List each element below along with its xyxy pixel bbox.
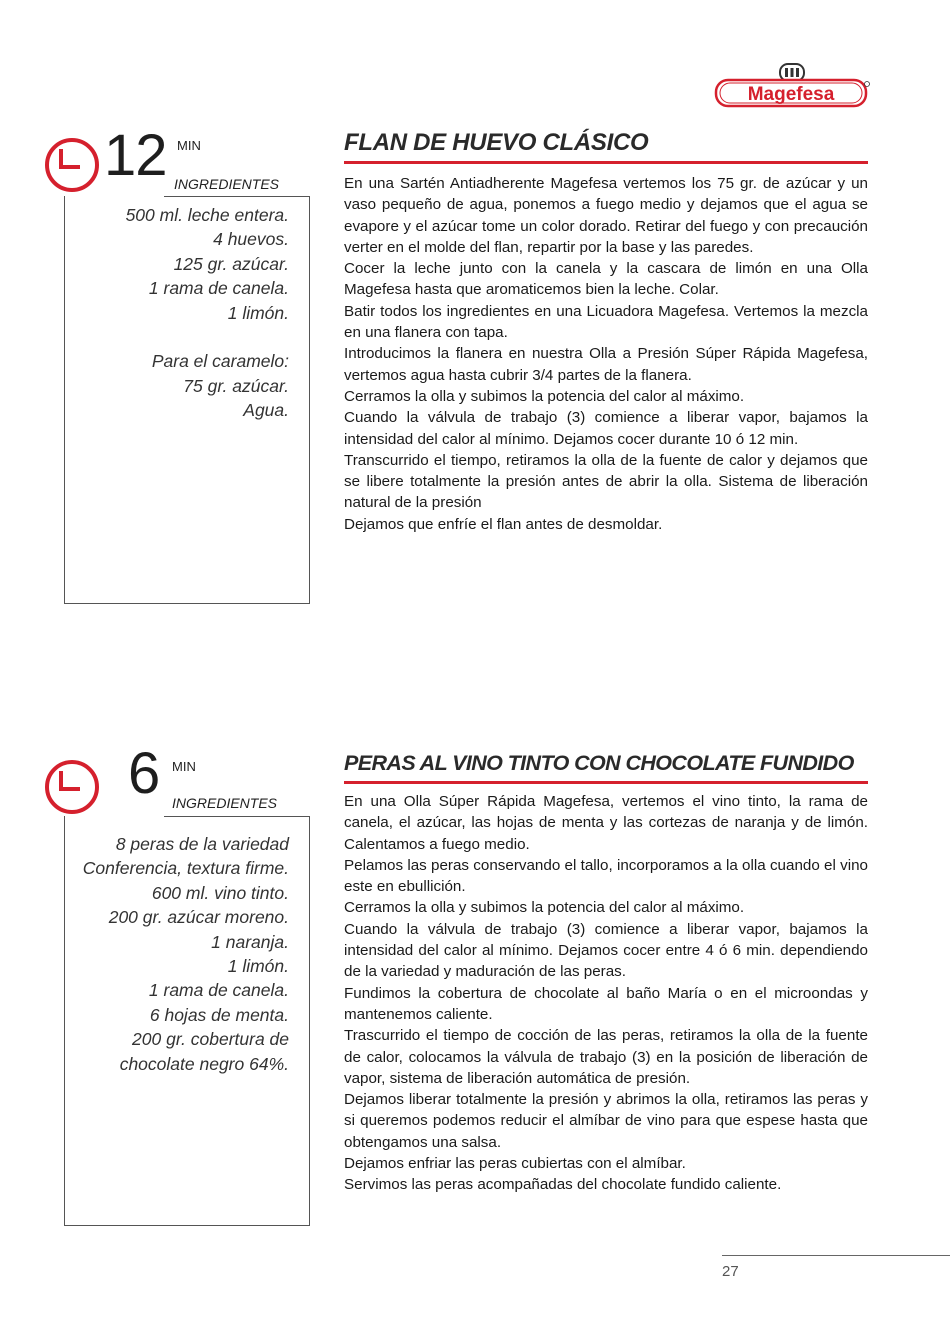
logo-wordmark: Magefesa — [747, 84, 835, 105]
ingredient-item: 1 rama de canela. — [148, 980, 289, 1001]
ingredient-item: 200 gr. azúcar moreno. — [108, 907, 289, 928]
ingredient-item: 125 gr. azúcar. — [173, 253, 289, 274]
recipe-step: Dejamos que enfríe el flan antes de desmoldar. — [344, 515, 663, 533]
clock-icon — [44, 137, 100, 193]
ingredients-list — [83, 832, 289, 1076]
time-unit: MIN — [172, 759, 196, 774]
recipe-step: Dejamos enfriar las peras cubiertas con el almíbar. — [344, 1155, 686, 1173]
recipe-step: Trascurrido el tiempo de cocción de las peras, retiramos la olla de la fuente de calor, colocamos la válvula de trabajo (3) en la posición de liberación de vapor, sistema de liberación automática de presión. — [344, 1027, 868, 1087]
recipe-step: Cerramos la olla y subimos la potencia del calor al máximo. — [344, 899, 745, 917]
ingredients-box — [64, 196, 310, 604]
recipe-step: Cerramos la olla y subimos la potencia del calor al máximo. — [344, 387, 745, 405]
recipe-step: Servimos las peras acompañadas del chocolate fundido caliente. — [344, 1176, 782, 1194]
clock-icon — [44, 759, 100, 815]
ingredient-item: 6 hojas de menta. — [149, 1004, 289, 1025]
ingredient-item: 75 gr. azúcar. — [183, 375, 289, 396]
cooking-time: 12 — [104, 123, 167, 188]
ingredient-item: 1 rama de canela. — [148, 278, 289, 299]
title-underline — [344, 781, 868, 784]
recipe-title: PERAS AL VINO TINTO CON CHOCOLATE FUNDIDO — [344, 751, 854, 775]
recipe-step: En una Olla Súper Rápida Magefesa, vertemos el vino tinto, la rama de canela, el azúcar, las hojas de menta y las cortezas de naranja y de limón. Calentamos a fuego medio. — [344, 793, 868, 853]
cooking-time: 6 — [128, 741, 160, 806]
recipe-steps — [344, 173, 868, 535]
page-number: 27 — [722, 1263, 739, 1280]
ingredient-item: 4 huevos. — [213, 229, 289, 250]
ingredients-box — [64, 816, 310, 1226]
recipe-steps — [344, 791, 868, 1196]
ingredient-item: 1 limón. — [227, 955, 289, 976]
ingredient-item: Para el caramelo: — [151, 351, 289, 372]
recipe-step: Transcurrido el tiempo, retiramos la olla de la fuente de calor y dejamos que se libere totalmente la presión antes de abrir la olla. Sistema de liberación natural de la presión — [344, 451, 868, 512]
ingredients-list — [126, 203, 289, 423]
ingredient-item: 600 ml. vino tinto. — [151, 882, 289, 903]
recipe-step: En una Sartén Antiadherente Magefesa vertemos los 75 gr. de azúcar y un vaso pequeño de agua, ponemos a fuego medio y dejamos que el agua se evapore y el azúcar tome un color dorado. Retirar del fuego y con precaución verter en el molde del flan, repartir por la base y las paredes. — [344, 175, 868, 256]
ingredient-item: chocolate negro 64%. — [119, 1053, 289, 1074]
ingredient-item: 8 peras de la variedad — [115, 834, 289, 854]
ingredient-item: 500 ml. leche entera. — [125, 205, 289, 225]
time-unit: MIN — [177, 138, 201, 153]
recipe-step: Batir todos los ingredientes en una Licuadora Magefesa. Vertemos la mezcla en una flanera con tapa. — [344, 302, 868, 342]
ingredient-item: Agua. — [243, 400, 289, 421]
footer-rule — [722, 1255, 950, 1256]
ingredient-item: 1 naranja. — [211, 931, 289, 952]
ingredients-label: INGREDIENTES — [174, 176, 280, 192]
recipe-step: Fundimos la cobertura de chocolate al baño María o en el microondas y mantenemos caliente. — [344, 984, 868, 1023]
recipe-step: Pelamos las peras conservando el tallo, incorporamos a la olla cuando el vino este en ebullición. — [344, 856, 868, 896]
recipe-step: Cuando la válvula de trabajo (3) comience a liberar vapor, bajamos la intensidad del calor al mínimo. Dejamos cocer durante 10 ó 12 min. — [344, 409, 868, 448]
recipe-step: Cuando la válvula de trabajo (3) comience a liberar vapor, bajamos la intensidad del calor al mínimo. Dejamos cocer entre 4 ó 6 min. dependiendo de la variedad y maduración de las peras. — [344, 920, 868, 981]
magefesa-logo — [714, 62, 870, 110]
recipe-step: Cocer la leche junto con la canela y la cascara de limón en una Olla Magefesa hasta que aromaticemos bien la leche. Colar. — [344, 260, 868, 299]
recipe-step: Dejamos liberar totalmente la presión y abrimos la olla, retiramos las peras y si queremos podemos reducir el almíbar de vino para que espese hasta que obtengamos una salsa. — [344, 1091, 868, 1151]
ingredient-spacer — [126, 325, 289, 349]
ingredient-item: 1 limón. — [227, 302, 289, 323]
title-underline — [344, 161, 868, 164]
recipe-step: Introducimos la flanera en nuestra Olla a Presión Súper Rápida Magefesa, vertemos agua hasta cubrir 3/4 partes de la flanera. — [344, 345, 868, 384]
ingredient-item: 200 gr. cobertura de — [132, 1029, 289, 1050]
ingredient-item: Conferencia, textura firme. — [82, 858, 289, 879]
ingredients-label: INGREDIENTES — [172, 795, 278, 811]
recipe-title: FLAN DE HUEVO CLÁSICO — [344, 129, 649, 156]
